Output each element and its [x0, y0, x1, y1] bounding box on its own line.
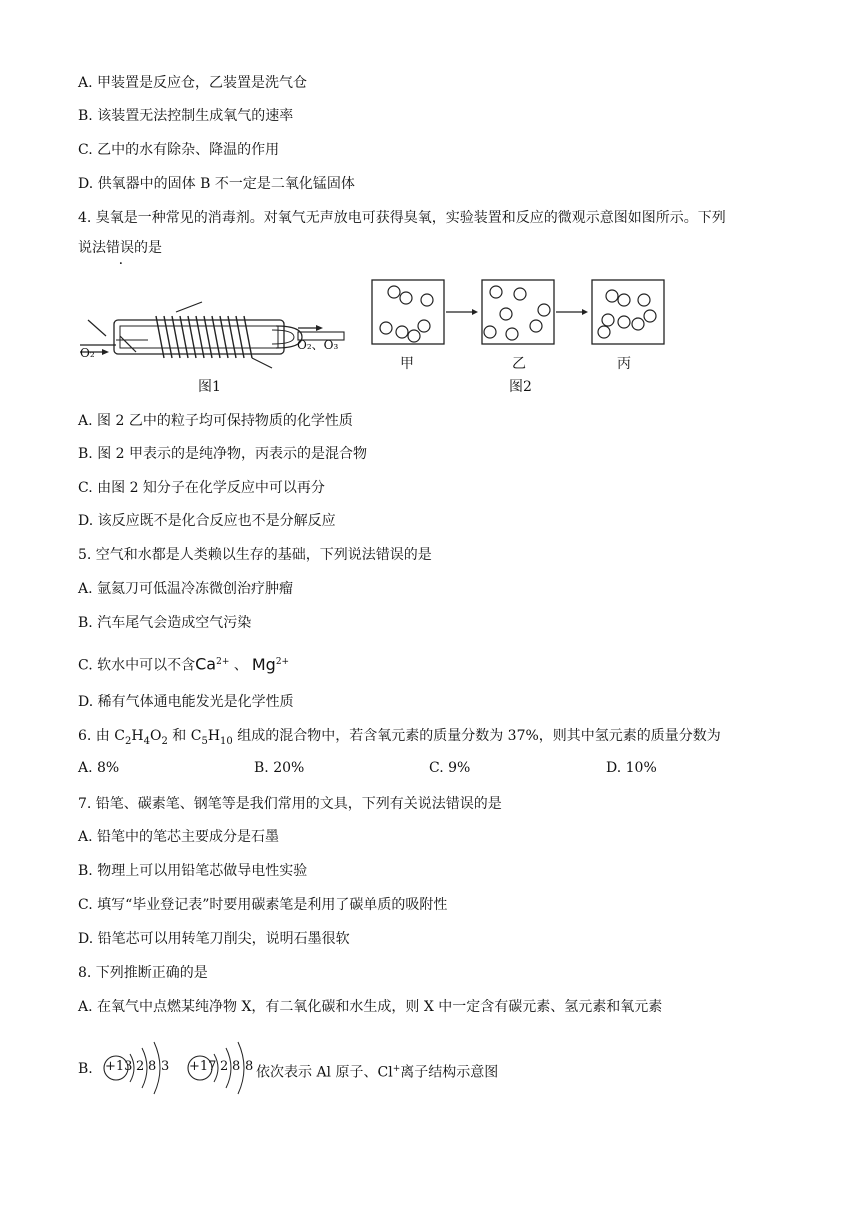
q5-ion-mg-charge: 2+ — [275, 657, 290, 667]
q5-option-d: D. 稀有气体通电能发光是化学性质 — [78, 694, 294, 710]
q4-stem-line2 — [78, 238, 162, 258]
q7-option-b: B. 物理上可以用铅笔芯做导电性实验 — [78, 863, 308, 879]
fig1-outlet-label: O₂、O₃ — [297, 338, 339, 352]
fig2-box-label-yi: 乙 — [512, 356, 526, 372]
q5-option-c-text: C. 软水中可以不含 — [78, 657, 196, 674]
q5-option-b: B. 汽车尾气会造成空气污染 — [78, 615, 252, 631]
atom2-shell-1: 2 — [220, 1059, 229, 1074]
atom1-nucleus: +13 — [105, 1059, 133, 1074]
atom2-nucleus: +17 — [189, 1059, 217, 1074]
q3-option-b: B. 该装置无法控制生成氧气的速率 — [78, 108, 294, 124]
q8-option-a: A. 在氧气中点燃某纯净物 X，有二氧化碳和水生成，则 X 中一定含有碳元素、氢元素和氧元素 — [78, 999, 663, 1015]
q5-option-c — [78, 652, 289, 676]
q6-stem: 6. 由 $C_2H_4O_2$ 和 $C_5H_{10}$ 组成的混合物中，若含氧元素的质量分数为 37%，则其中氢元素的质量分数为 — [78, 728, 721, 747]
fig1-apparatus-diagram — [76, 290, 346, 370]
q6-option-d: D. 10% — [606, 760, 657, 776]
q5-stem: 5. 空气和水都是人类赖以生存的基础，下列说法错误的是 — [78, 547, 432, 563]
q4-option-a: A. 图 2 乙中的粒子均可保持物质的化学性质 — [78, 413, 353, 429]
q4-stem-post: 的是 — [134, 240, 162, 256]
q3-option-c: C. 乙中的水有除杂、降温的作用 — [78, 142, 280, 158]
q4-stem-line1: 4. 臭氧是一种常见的消毒剂。对氧气无声放电可获得臭氧，实验装置和反应的微观示意图如图所示。下列 — [78, 210, 726, 226]
fig1-inlet-label: O₂ — [80, 346, 95, 360]
q8-option-b-text: 依次表示 Al 原子、Cl+离子结构示意图 — [256, 1064, 499, 1081]
q7-stem: 7. 铅笔、碳素笔、钢笔等是我们常用的文具，下列有关说法错误的是 — [78, 796, 502, 812]
q7-option-c: C. 填写“毕业登记表”时要用碳素笔是利用了碳单质的吸附性 — [78, 897, 448, 913]
q4-option-b: B. 图 2 甲表示的是纯净物，丙表示的是混合物 — [78, 446, 367, 462]
q6-option-b: B. 20% — [254, 760, 305, 776]
q4-stem-pre: 说法 — [78, 240, 106, 256]
atom1-shell-1: 2 — [136, 1059, 145, 1074]
fig2-box-label-bing: 丙 — [617, 356, 631, 372]
q5-ion-ca: Ca — [195, 654, 217, 674]
fig2-particle-diagram — [368, 278, 668, 348]
q5-ion-ca-charge: 2+ — [216, 657, 230, 667]
q6-option-a: A. 8% — [78, 760, 120, 776]
q3-option-a: A. 甲装置是反应仓，乙装置是洗气仓 — [78, 75, 308, 91]
q5-ion-mg: Mg — [251, 654, 276, 674]
q7-option-d: D. 铅笔芯可以用转笔刀削尖，说明石墨很软 — [78, 931, 350, 947]
q8-stem: 8. 下列推断正确的是 — [78, 965, 208, 981]
q5-separator: 、 — [229, 657, 248, 674]
fig2-caption: 图2 — [509, 379, 532, 395]
atom1-shell-3: 3 — [161, 1059, 170, 1074]
q7-option-a: A. 铅笔中的笔芯主要成分是石墨 — [78, 829, 280, 845]
q4-option-c: C. 由图 2 知分子在化学反应中可以再分 — [78, 480, 325, 496]
q4-option-d: D. 该反应既不是化合反应也不是分解反应 — [78, 513, 336, 529]
q8-option-b-label: B. — [78, 1061, 93, 1077]
atom1-shell-2: 8 — [148, 1059, 157, 1074]
fig1-caption: 图1 — [198, 379, 221, 395]
q5-option-a: A. 氩氦刀可低温冷冻微创治疗肿瘤 — [78, 581, 294, 597]
q6-option-c: C. 9% — [429, 760, 471, 776]
q3-option-d: D. 供氧器中的固体 B 不一定是二氧化锰固体 — [78, 176, 355, 192]
fig2-box-label-jia: 甲 — [400, 356, 414, 372]
q6-choices — [78, 760, 778, 780]
q4-stem-emphasis: 错误 — [106, 240, 134, 256]
atom2-shell-3: 8 — [245, 1059, 254, 1074]
atom2-shell-2: 8 — [232, 1059, 241, 1074]
